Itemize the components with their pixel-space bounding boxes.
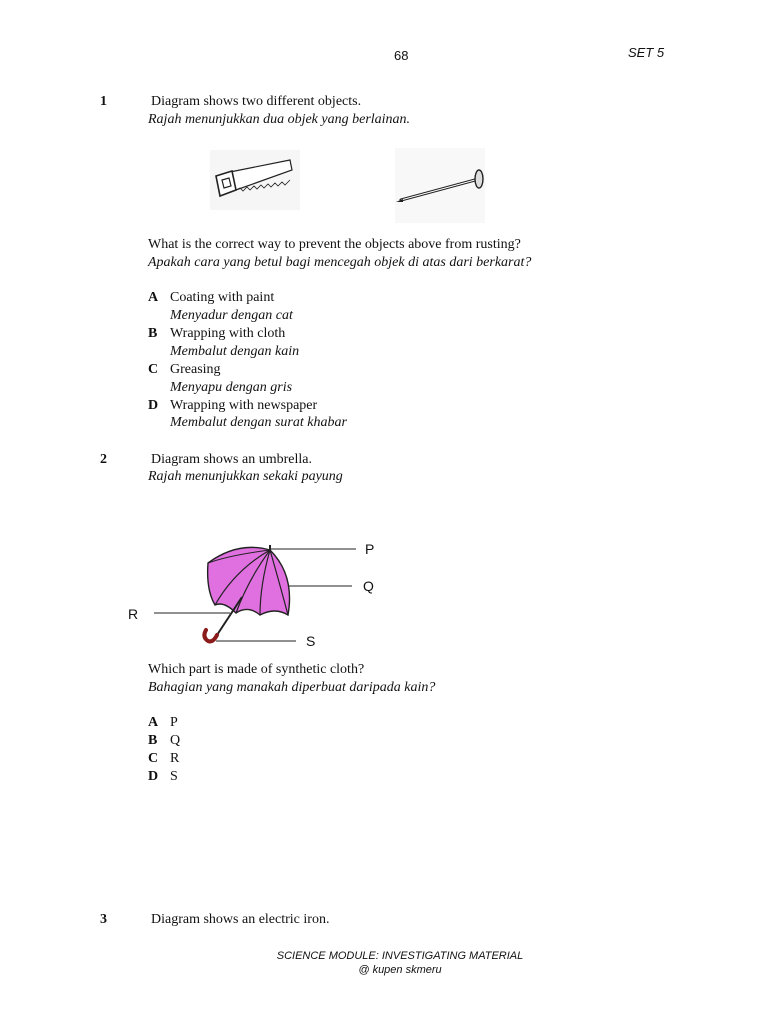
umbrella-canopy <box>208 547 290 615</box>
question-1-number: 1 <box>100 94 107 109</box>
question-3-prompt-en: Diagram shows an electric iron. <box>151 912 330 927</box>
umbrella-label-r: R <box>128 606 139 622</box>
footer-author: @ kupen skmeru <box>358 964 442 976</box>
q1-option-b-ms: Membalut dengan kain <box>170 344 300 359</box>
page-number: 68 <box>394 48 409 63</box>
q1-option-a-ms: Menyadur dengan cat <box>170 308 293 323</box>
question-2-prompt-en: Diagram shows an umbrella. <box>151 452 312 467</box>
q2-option-d-letter: D <box>148 769 159 784</box>
footer-module-title: SCIENCE MODULE: INVESTIGATING MATERIAL <box>276 950 524 962</box>
q1-option-d-en: Wrapping with newspaper <box>170 398 318 413</box>
question-1-text-ms: Apakah cara yang betul bagi mencegah objek di atas dari berkarat? <box>148 255 532 270</box>
nail-image <box>395 148 485 223</box>
question-1-text-en: What is the correct way to prevent the objects above from rusting? <box>148 237 521 252</box>
q1-option-c-letter: C <box>148 362 159 377</box>
q1-option-c-en: Greasing <box>170 362 221 377</box>
q2-option-b-letter: B <box>148 733 158 748</box>
q2-option-a-letter: A <box>148 715 159 730</box>
q1-option-d-ms: Membalut dengan surat khabar <box>170 415 347 430</box>
q2-option-a-text: P <box>170 715 178 730</box>
q1-option-b-letter: B <box>148 326 158 341</box>
umbrella-label-p: P <box>365 541 375 557</box>
saw-image <box>210 150 300 210</box>
q2-option-c-letter: C <box>148 751 159 766</box>
question-2-number: 2 <box>100 452 107 467</box>
question-2-text-ms: Bahagian yang manakah diperbuat daripada kain? <box>148 680 436 695</box>
question-1-prompt-ms: Rajah menunjukkan dua objek yang berlainan. <box>148 112 411 127</box>
q1-option-b-en: Wrapping with cloth <box>170 326 286 341</box>
umbrella-handle <box>204 630 217 641</box>
umbrella-label-s: S <box>306 633 316 649</box>
q1-option-a-en: Coating with paint <box>170 290 275 305</box>
q2-option-b-text: Q <box>170 733 181 748</box>
q2-option-c-text: R <box>170 751 180 766</box>
question-1-prompt-en: Diagram shows two different objects. <box>151 94 362 109</box>
question-3-number: 3 <box>100 912 107 927</box>
set-label: SET 5 <box>628 45 665 60</box>
q1-option-d-letter: D <box>148 398 159 413</box>
q2-option-d-text: S <box>170 769 178 784</box>
question-2-prompt-ms: Rajah menunjukkan sekaki payung <box>148 469 343 484</box>
q1-option-c-ms: Menyapu dengan gris <box>170 380 293 395</box>
question-2-text-en: Which part is made of synthetic cloth? <box>148 662 365 677</box>
umbrella-diagram <box>120 535 380 655</box>
umbrella-label-q: Q <box>363 578 374 594</box>
q1-option-a-letter: A <box>148 290 159 305</box>
